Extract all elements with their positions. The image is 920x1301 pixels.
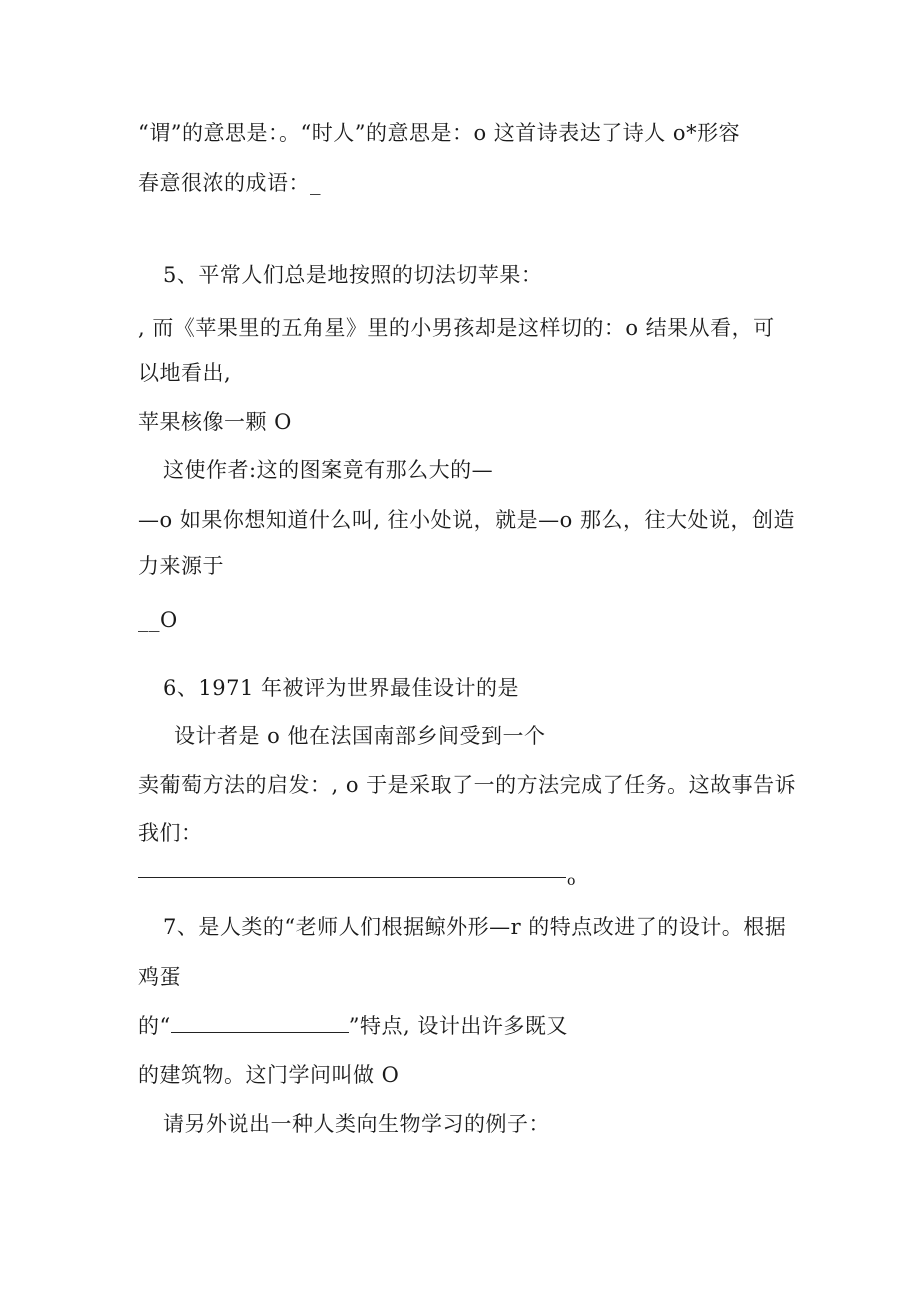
text-line-12: 设计者是 o 他在法国南部乡间受到一个 [174,724,546,748]
text-line-7: 这使作者:这的图案竟有那么大的— [163,458,494,482]
text-line-20: 请另外说出一种人类向生物学习的例子： [163,1112,550,1136]
text-line-9: 力来源于 [138,554,224,578]
question-5-heading: 5、平常人们总是地按照的切法切苹果： [163,263,543,287]
text-line-18-start: 的“ [138,1014,171,1038]
answer-blank-period: o [567,873,576,889]
question-6-heading: 6、1971 年被评为世界最佳设计的是 [163,676,519,700]
text-line-17: 鸡蛋 [138,965,181,989]
text-line-18-end: ”特点, 设计出许多既又 [348,1014,568,1038]
question-7-heading: 7、是人类的“老师人们根据鲸外形—r 的特点改进了的设计。根据 [163,915,787,939]
text-line-18 [138,1011,568,1041]
answer-blank-line [138,877,566,878]
inline-answer-blank [171,1012,349,1033]
text-line-10: __O [138,608,178,632]
text-line-2: 春意很浓的成语：_ [138,171,321,195]
text-line-8: —o 如果你想知道什么叫, 往小处说，就是—o 那么，往大处说，创造 [138,508,795,532]
text-line-14: 我们： [138,821,203,845]
text-line-4: , 而《苹果里的五角星》里的小男孩却是这样切的：o 结果从看，可 [138,316,775,340]
text-line-5: 以地看出, [138,361,232,385]
text-line-1: “谓”的意思是：。“时人”的意思是：o 这首诗表达了诗人 o*形容 [138,121,741,145]
text-line-13: 卖葡萄方法的启发：, o 于是采取了一的方法完成了任务。这故事告诉 [138,773,797,797]
text-line-19: 的建筑物。这门学问叫做 O [138,1063,400,1087]
text-line-6: 苹果核像一颗 O [138,410,292,434]
